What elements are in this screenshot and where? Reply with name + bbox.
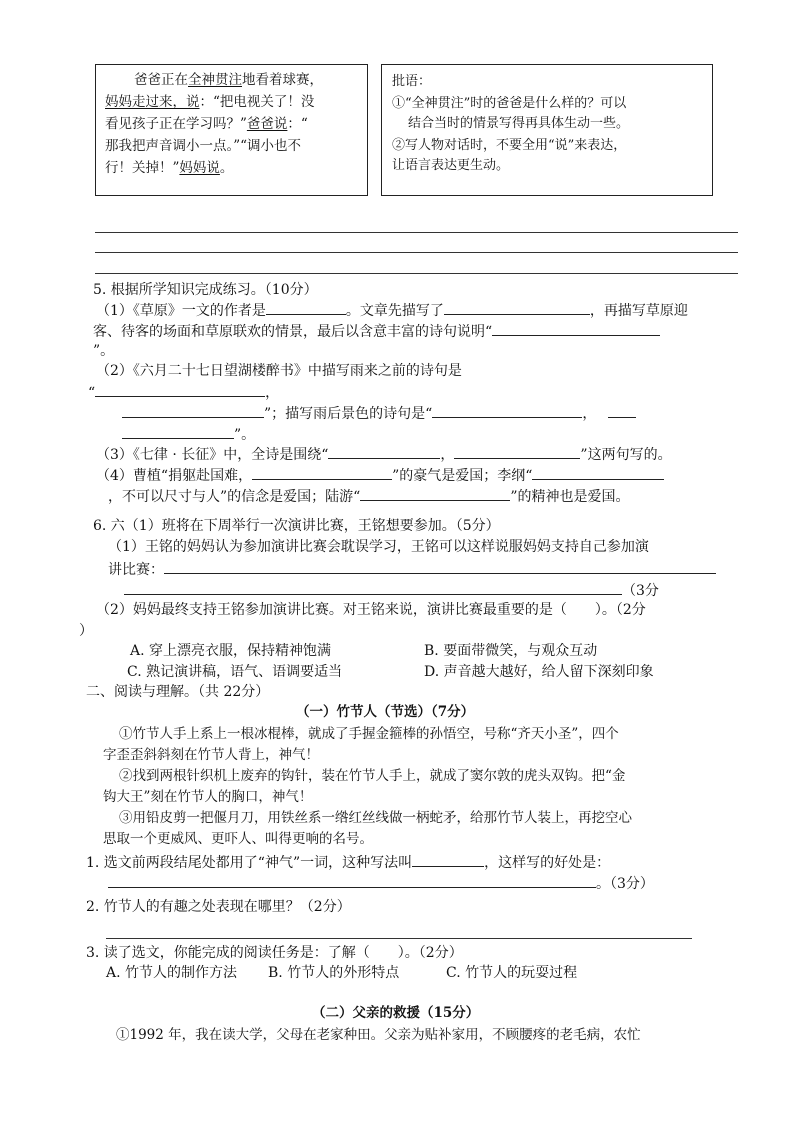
comment-line: ①“全神贯注”时的爸爸是什么样的？可以	[392, 96, 627, 111]
q5-part1-end: ”。	[93, 343, 115, 359]
q6-part1-line2: （3分	[124, 582, 659, 598]
passage1-para3: ③用铅皮剪一把偃月刀，用铁丝系一绺红丝线做一柄蛇矛，给那竹节人装上，再挖空心	[119, 810, 632, 826]
q5-part2-end: ”。	[122, 426, 255, 442]
q5-part4: （4）曹植“捐躯赴国难， ”的豪气是爱国；李纲“	[96, 467, 664, 483]
q6-part1-cont: 讲比赛：	[108, 561, 716, 577]
answer-line[interactable]	[95, 232, 738, 233]
blank-technique[interactable]	[412, 854, 484, 867]
q6-option-c[interactable]: C. 熟记演讲稿，语气、语调要适当	[127, 664, 343, 680]
passage1-para2: ②找到两根针织机上废弃的钩针，装在竹节人手上，就成了窦尔敦的虎头双钩。把“金	[119, 768, 626, 784]
passage1-para2-cont: 钩大王”刻在竹节人的胸口，神气！	[103, 789, 313, 805]
reading-q2: 2. 竹节人的有趣之处表现在哪里？（2分）	[86, 899, 351, 915]
passage2-para1: ①1992 年，我在读大学，父母在老家种田。父亲为贴补家用，不顾腰疼的老毛病，农忙	[116, 1027, 641, 1043]
q5-part3: （3）《七律 · 长征》中，全诗是围绕“ ， ”这两句写的。	[96, 447, 672, 463]
passage1-para1: ①竹节人手上系上一根冰棍棒，就成了手握金箍棒的孙悟空，号称“齐天小圣”，四个	[119, 726, 619, 742]
blank-li-gang[interactable]	[532, 467, 664, 480]
q5-part1-cont: 客、待客的场面和草原联欢的情景，最后以含意丰富的诗句说明“	[93, 323, 660, 339]
answer-line[interactable]	[95, 252, 738, 253]
passage1-para3-cont: 思取一个更威风、更吓人、叫得更响的名号。	[103, 831, 373, 847]
blank-after-rain-3[interactable]	[122, 426, 234, 439]
q5-part2-blank1: “ ，	[88, 385, 280, 401]
student-writing-line: 看见孩子正在学习吗？”爸爸说：“	[105, 116, 308, 132]
blank-author[interactable]	[266, 302, 346, 315]
q5-part4-cont: ，不可以尺寸与人”的信念是爱国；陆游“ ”的精神也是爱国。	[108, 489, 630, 505]
blank-long-march-2[interactable]	[454, 446, 580, 459]
q5-part1: （1）《草原》一文的作者是 。文章先描写了 ，再描写草原迎	[96, 303, 688, 319]
comment-title: 批语：	[392, 74, 432, 89]
teacher-comment-box	[381, 64, 713, 196]
section2-title: 二、阅读与理解。（共 22分）	[86, 684, 270, 700]
q6-part1: （1）王铭的妈妈认为参加演讲比赛会耽误学习，王铭可以这样说服妈妈支持自己参加演	[108, 539, 649, 555]
q6-option-b[interactable]: B. 要面带微笑，与观众互动	[424, 643, 598, 659]
blank-before-rain-2[interactable]	[122, 405, 264, 418]
comment-line: 让语言表达更生动。	[392, 158, 510, 173]
reading-q3: 3. 读了选文，你能完成的阅读任务是：了解（ ）。（2分）	[86, 945, 463, 961]
student-writing-line: 行！关掉！”妈妈说。	[105, 160, 234, 176]
blank-persuade-2[interactable]	[124, 582, 622, 595]
student-writing-line: 爸爸正在全神贯注地看着球赛，	[134, 72, 323, 88]
reading-q2-answer-line[interactable]	[106, 938, 692, 939]
q5-part2: （2）《六月二十七日望湖楼醉书》中描写雨来之前的诗句是	[96, 363, 462, 379]
reading-q3-option-c[interactable]: C. 竹节人的玩耍过程	[446, 965, 578, 981]
comment-line: ②写人物对话时，不要全用“说”来表达，	[392, 138, 627, 153]
blank-cao-zhi[interactable]	[252, 467, 392, 480]
comment-line: 结合当时的情景写得再具体生动一些。	[408, 116, 630, 131]
passage1-para1-cont: 字歪歪斜斜刻在竹节人背上，神气！	[103, 747, 319, 763]
q6-option-d[interactable]: D. 声音越大越好，给人留下深刻印象	[424, 664, 654, 680]
reading-q3-option-b[interactable]: B. 竹节人的外形特点	[268, 965, 400, 981]
student-writing-line: 妈妈走过来，说：“把电视关了！没	[105, 94, 315, 110]
blank-benefit[interactable]	[108, 875, 596, 888]
blank-scenery[interactable]	[444, 302, 590, 315]
reading-q1: 1. 选文前两段结尾处都用了“神气”一词，这种写法叫 ，这样写的好处是：	[86, 855, 611, 871]
blank-lu-you[interactable]	[360, 488, 510, 501]
q6-title: 6. 六（1）班将在下周举行一次演讲比赛，王铭想要参加。（5分）	[93, 518, 500, 534]
reading-q1-cont: 。（3分）	[108, 875, 654, 891]
q6-part2-end: ）	[79, 623, 93, 639]
blank-after-rain-2[interactable]	[608, 405, 636, 418]
q6-option-a[interactable]: A. 穿上漂亮衣服，保持精神饱满	[130, 643, 332, 659]
q5-part2-blank2: ”；描写雨后景色的诗句是“ ，	[122, 405, 636, 421]
blank-long-march-1[interactable]	[328, 446, 440, 459]
blank-after-rain[interactable]	[432, 405, 582, 418]
answer-line[interactable]	[95, 273, 738, 274]
student-writing-line: 那我把声音调小一点。”“调小也不	[105, 138, 302, 154]
reading-q3-option-a[interactable]: A. 竹节人的制作方法	[106, 965, 238, 981]
q5-title: 5. 根据所学知识完成练习。（10分）	[93, 282, 318, 298]
q6-part2: （2）妈妈最终支持王铭参加演讲比赛。对王铭来说，演讲比赛最重要的是（ ）。（2分	[96, 602, 646, 618]
passage2-title: （二）父亲的救援（15分）	[312, 1005, 480, 1021]
blank-before-rain[interactable]	[95, 384, 265, 397]
blank-poem-line[interactable]	[492, 323, 660, 336]
passage1-title: （一）竹节人（节选）（7分）	[296, 704, 475, 720]
student-writing-box	[95, 64, 368, 196]
blank-persuade[interactable]	[164, 561, 716, 574]
